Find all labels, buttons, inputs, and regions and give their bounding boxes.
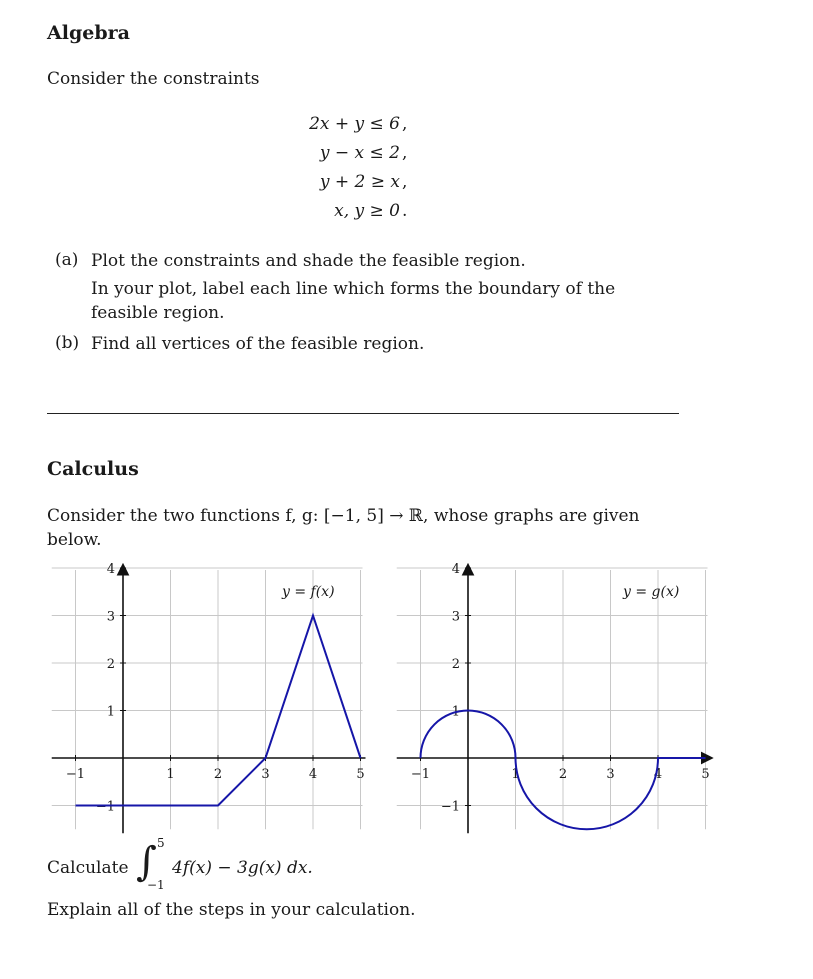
x-tick-label: 4 <box>653 767 663 782</box>
integral-sign: ∫ <box>136 839 157 885</box>
y-tick-label: 4 <box>451 562 460 577</box>
f-label: y = f(x) <box>282 584 335 600</box>
part-a-line1: Plot the constraints and shade the feasible region. <box>91 251 526 271</box>
x-tick-label: 3 <box>261 767 270 782</box>
section-divider <box>47 413 679 414</box>
calculus-heading: Calculus <box>47 458 139 480</box>
y-tick-label: 3 <box>451 609 460 625</box>
x-tick-label: 1 <box>511 767 520 782</box>
x-tick-label: −1 <box>65 767 86 782</box>
calculus-intro-line2: below. <box>47 530 102 550</box>
g-label: y = g(x) <box>623 584 680 600</box>
y-tick-label: −1 <box>95 799 115 815</box>
grid-f <box>52 568 363 829</box>
algebra-intro: Consider the constraints <box>47 69 260 89</box>
constraint-4-punct: . <box>402 201 408 221</box>
x-tick-label: 3 <box>606 767 615 782</box>
graph-g <box>385 558 725 843</box>
y-tick-label: 4 <box>106 562 115 577</box>
constraint-2-punct: , <box>402 143 408 163</box>
y-tick-label: 1 <box>451 704 460 720</box>
part-b-label: (b) <box>55 333 80 353</box>
constraint-3-punct: , <box>402 172 408 192</box>
part-a-line3: feasible region. <box>91 303 225 323</box>
x-tick-label: 2 <box>558 767 568 782</box>
y-tick-label: 3 <box>106 609 115 625</box>
constraint-1-punct: , <box>402 114 408 134</box>
x-tick-label: −1 <box>410 767 431 782</box>
explain-text: Explain all of the steps in your calculation. <box>47 900 416 920</box>
y-tick-label: 1 <box>106 704 115 720</box>
calculus-intro-line1: Consider the two functions f, g: [−1, 5] → ℝ, whose graphs are given <box>47 506 640 526</box>
x-tick-label: 1 <box>166 767 175 782</box>
y-tick-label: 2 <box>106 657 115 672</box>
x-tick-label: 4 <box>308 767 318 782</box>
integral-upper: 5 <box>157 836 165 850</box>
grid-g <box>397 568 708 829</box>
graph-f <box>40 558 380 843</box>
x-tick-label: 5 <box>701 767 710 782</box>
part-b-text: Find all vertices of the feasible region. <box>91 334 425 354</box>
integral-lower: −1 <box>147 878 165 892</box>
x-tick-label: 2 <box>213 767 223 782</box>
integrand: 4f(x) − 3g(x) dx. <box>172 858 313 878</box>
y-tick-label: −1 <box>440 799 460 815</box>
x-tick-label: 5 <box>356 767 365 782</box>
part-a-label: (a) <box>55 250 79 270</box>
algebra-heading: Algebra <box>47 22 130 44</box>
y-tick-label: 2 <box>451 657 460 672</box>
part-a-line2: In your plot, label each line which forms the boundary of the <box>91 279 616 299</box>
calculate-prefix: Calculate <box>47 858 129 878</box>
